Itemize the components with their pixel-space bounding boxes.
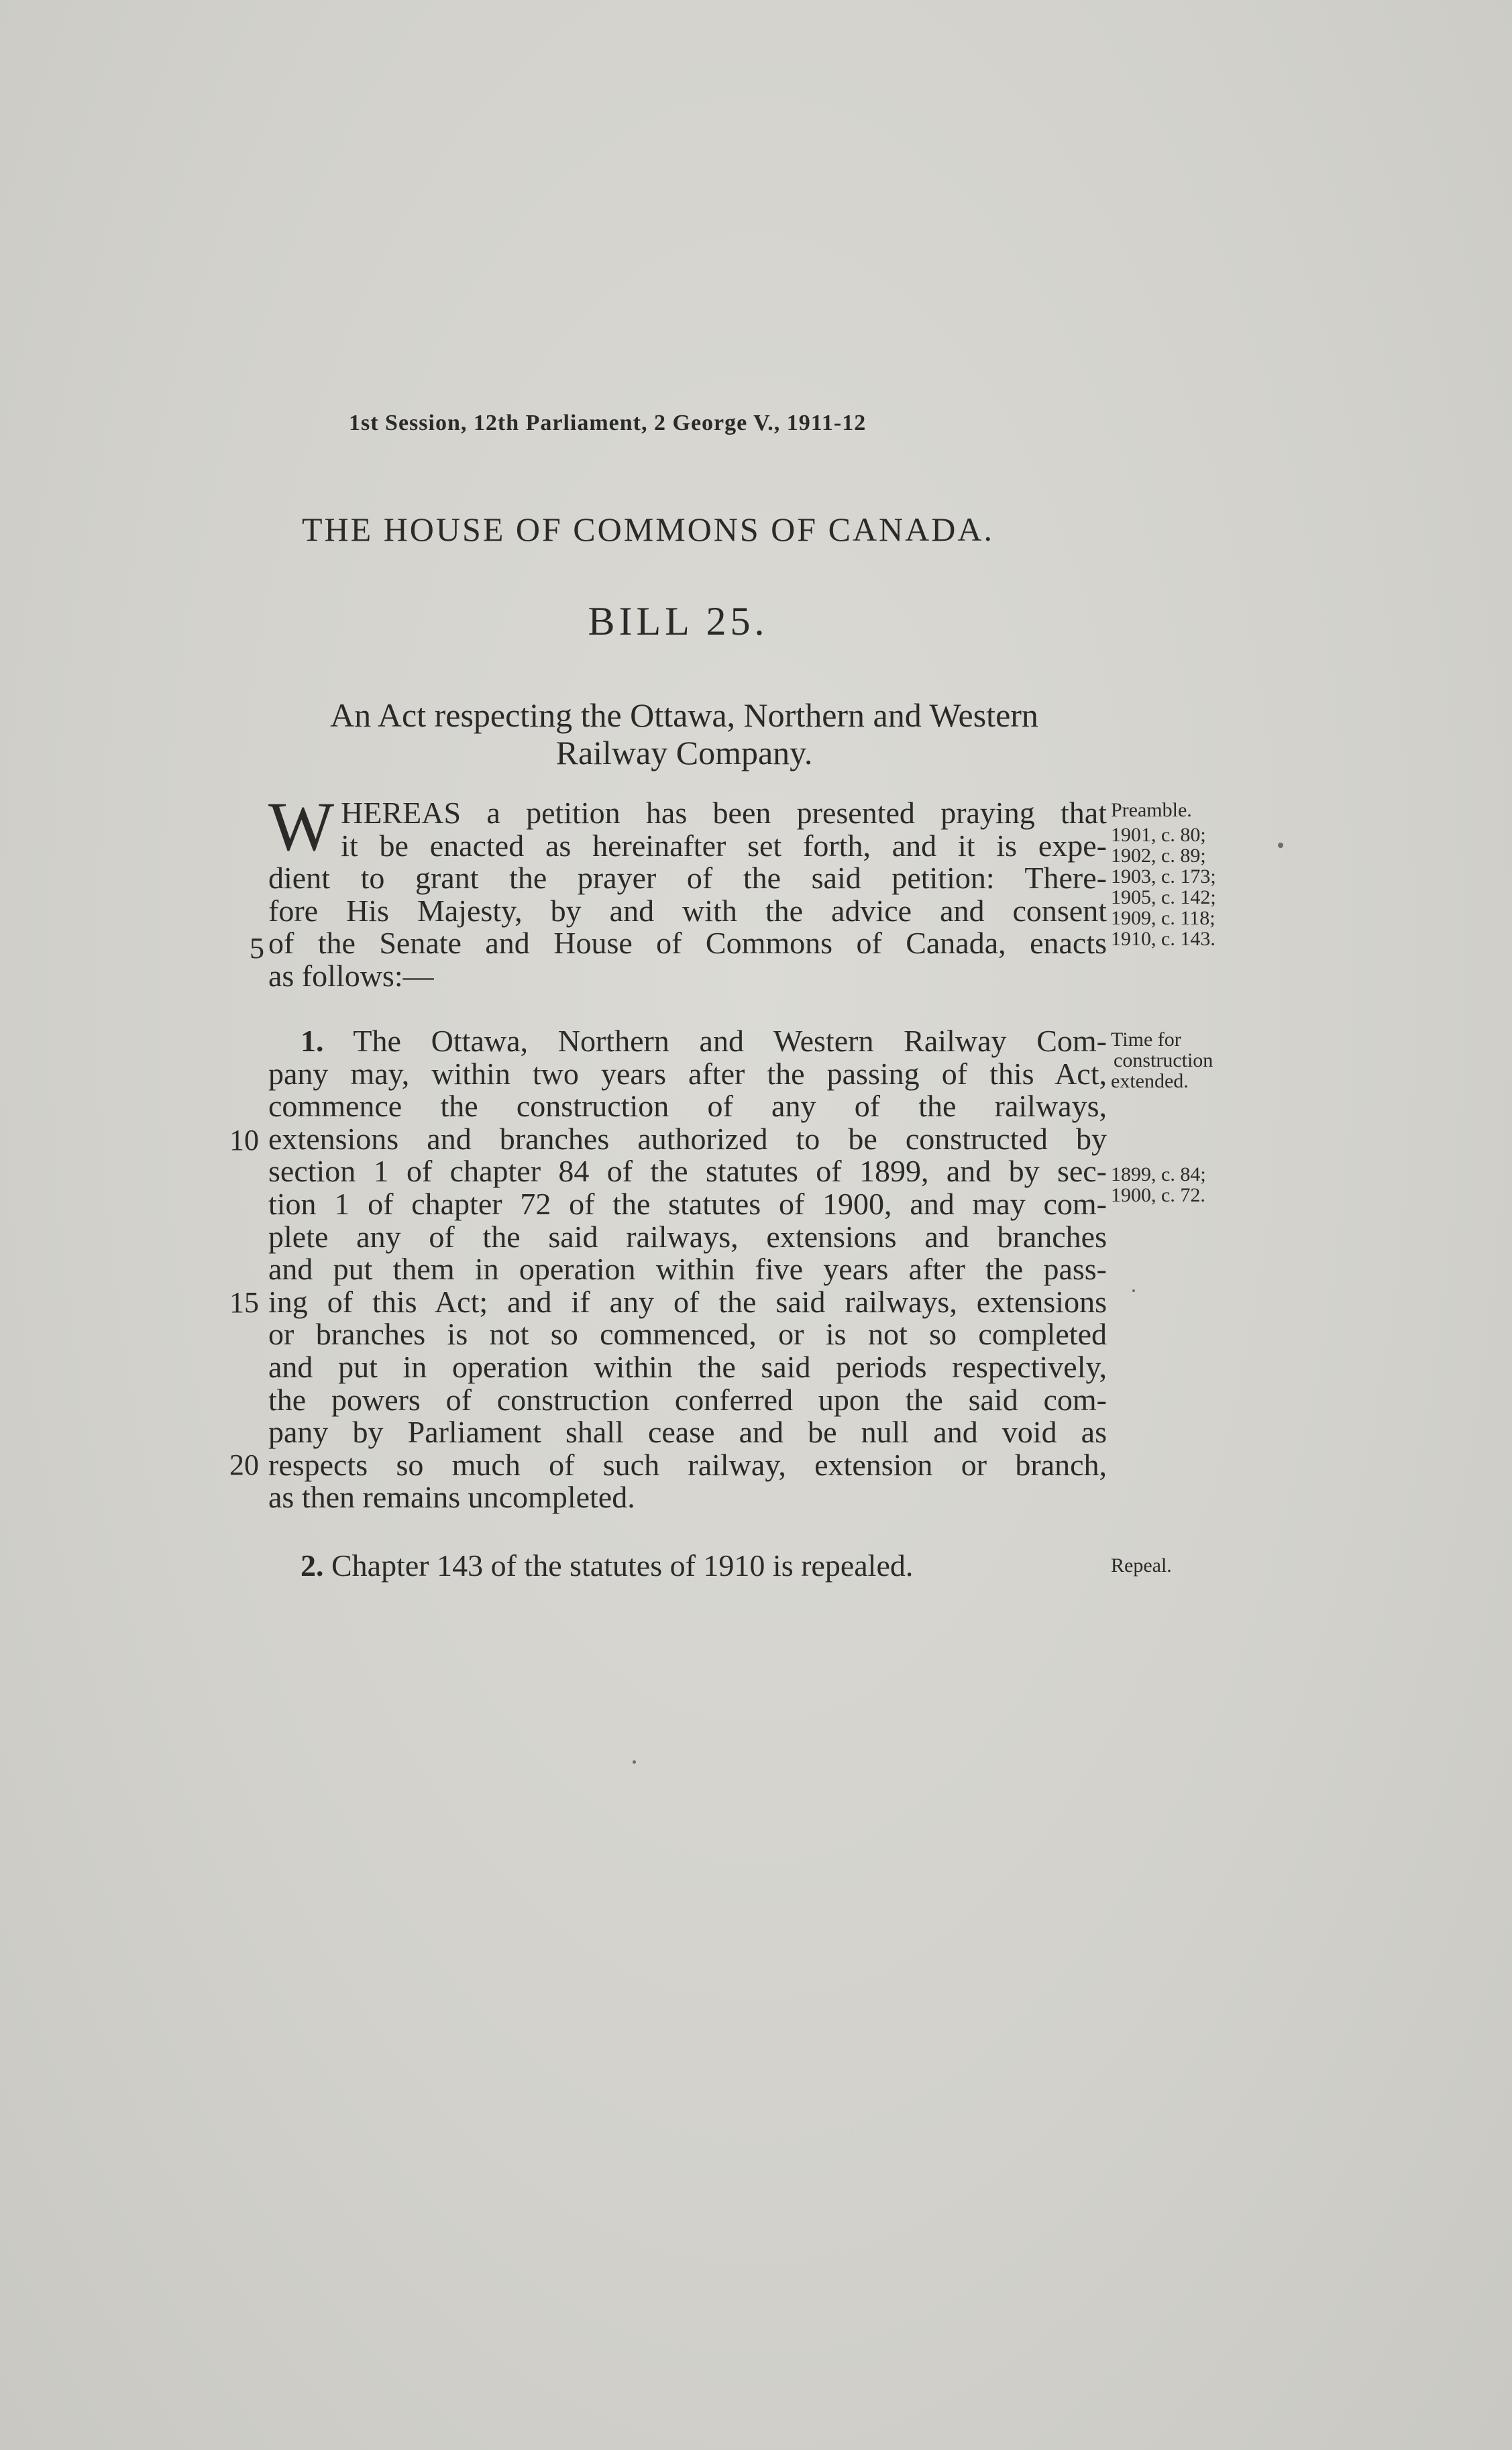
section-line: or branches is not so commenced, or is not so completed [268, 1317, 1107, 1352]
section-number: 1. [301, 1024, 324, 1058]
margin-ref: 1900, c. 72. [1111, 1184, 1205, 1206]
preamble-line: as follows:— [268, 958, 434, 993]
section-line: pany by Parliament shall cease and be null and void as [268, 1415, 1107, 1450]
line-number: 5 [250, 932, 264, 965]
margin-ref: 1902, c. 89; [1111, 845, 1206, 867]
margin-title: Time for [1111, 1028, 1181, 1051]
paper-speck [1278, 843, 1283, 848]
margin-ref: 1909, c. 118; [1111, 907, 1216, 929]
margin-ref: 1910, c. 143. [1111, 928, 1216, 950]
section-line: the powers of construction conferred upon the said com- [268, 1382, 1107, 1417]
margin-ref: 1899, c. 84; [1111, 1163, 1206, 1185]
margin-ref: 1905, c. 142; [1111, 886, 1216, 908]
margin-title: Preamble. [1111, 799, 1192, 821]
session-header: 1st Session, 12th Parliament, 2 George V., 1911-12 [349, 411, 867, 435]
section-line: as then remains uncompleted. [268, 1480, 635, 1515]
section-2-margin-note [1111, 1555, 1279, 1576]
section-number: 2. [301, 1548, 324, 1583]
act-title [262, 696, 1107, 771]
paper-speck [1132, 1289, 1135, 1292]
bill-number: BILL 25. [588, 599, 769, 643]
preamble-text [268, 788, 1107, 993]
section-line: extensions and branches authorized to be constructed by [268, 1121, 1107, 1156]
margin-title: Repeal. [1111, 1554, 1172, 1577]
preamble-line: of the Senate and House of Commons of Canada, enacts [268, 926, 1107, 961]
section-1-margin-refs [1111, 1164, 1279, 1206]
act-title-line: Railway Company. [555, 734, 813, 771]
drop-cap: W [268, 788, 335, 865]
section-line: ing of this Act; and if any of the said railways, extensions [268, 1284, 1107, 1319]
section-line [268, 1025, 1107, 1058]
preamble-line: it be enacted as hereinafter set forth, and it is expe- [341, 828, 1107, 863]
line-number: 20 [229, 1448, 259, 1481]
preamble-line: HEREAS a petition has been presented praying that [341, 796, 1107, 830]
section-1-margin-note [1111, 1029, 1279, 1091]
section-1-text [268, 1025, 1107, 1514]
section-line-text: Chapter 143 of the statutes of 1910 is repealed. [331, 1548, 914, 1583]
section-line: commence the construction of any of the railways, [268, 1089, 1107, 1124]
preamble-line: fore His Majesty, by and with the advice and consent [268, 893, 1107, 928]
section-line: respects so much of such railway, extension or branch, [268, 1447, 1107, 1482]
section-line: section 1 of chapter 84 of the statutes of 1899, and by sec- [268, 1154, 1107, 1189]
section-line: tion 1 of chapter 72 of the statutes of 1900, and may com- [268, 1186, 1107, 1221]
section-line [268, 1550, 1107, 1583]
section-line-text: The Ottawa, Northern and Western Railway Com- [353, 1024, 1108, 1058]
margin-title: extended. [1111, 1070, 1189, 1092]
margin-title: construction [1114, 1049, 1213, 1071]
section-line: pany may, within two years after the passing of this Act, [268, 1056, 1107, 1091]
margin-ref: 1903, c. 173; [1111, 865, 1216, 888]
section-line: and put them in operation within five years after the pass- [268, 1252, 1107, 1287]
paper-speck [633, 1760, 636, 1764]
line-number: 15 [229, 1286, 259, 1319]
section-line: and put in operation within the said periods respectively, [268, 1349, 1107, 1384]
section-line: plete any of the said railways, extensions and branches [268, 1219, 1107, 1254]
line-number: 10 [229, 1124, 259, 1157]
margin-ref: 1901, c. 80; [1111, 824, 1206, 846]
house-heading: THE HOUSE OF COMMONS OF CANADA. [302, 511, 994, 548]
section-2-text [268, 1550, 1107, 1583]
preamble-margin-note [1111, 800, 1279, 949]
preamble-line: dient to grant the prayer of the said petition: There- [268, 861, 1107, 896]
act-title-line: An Act respecting the Ottawa, Northern and Western [330, 696, 1038, 734]
